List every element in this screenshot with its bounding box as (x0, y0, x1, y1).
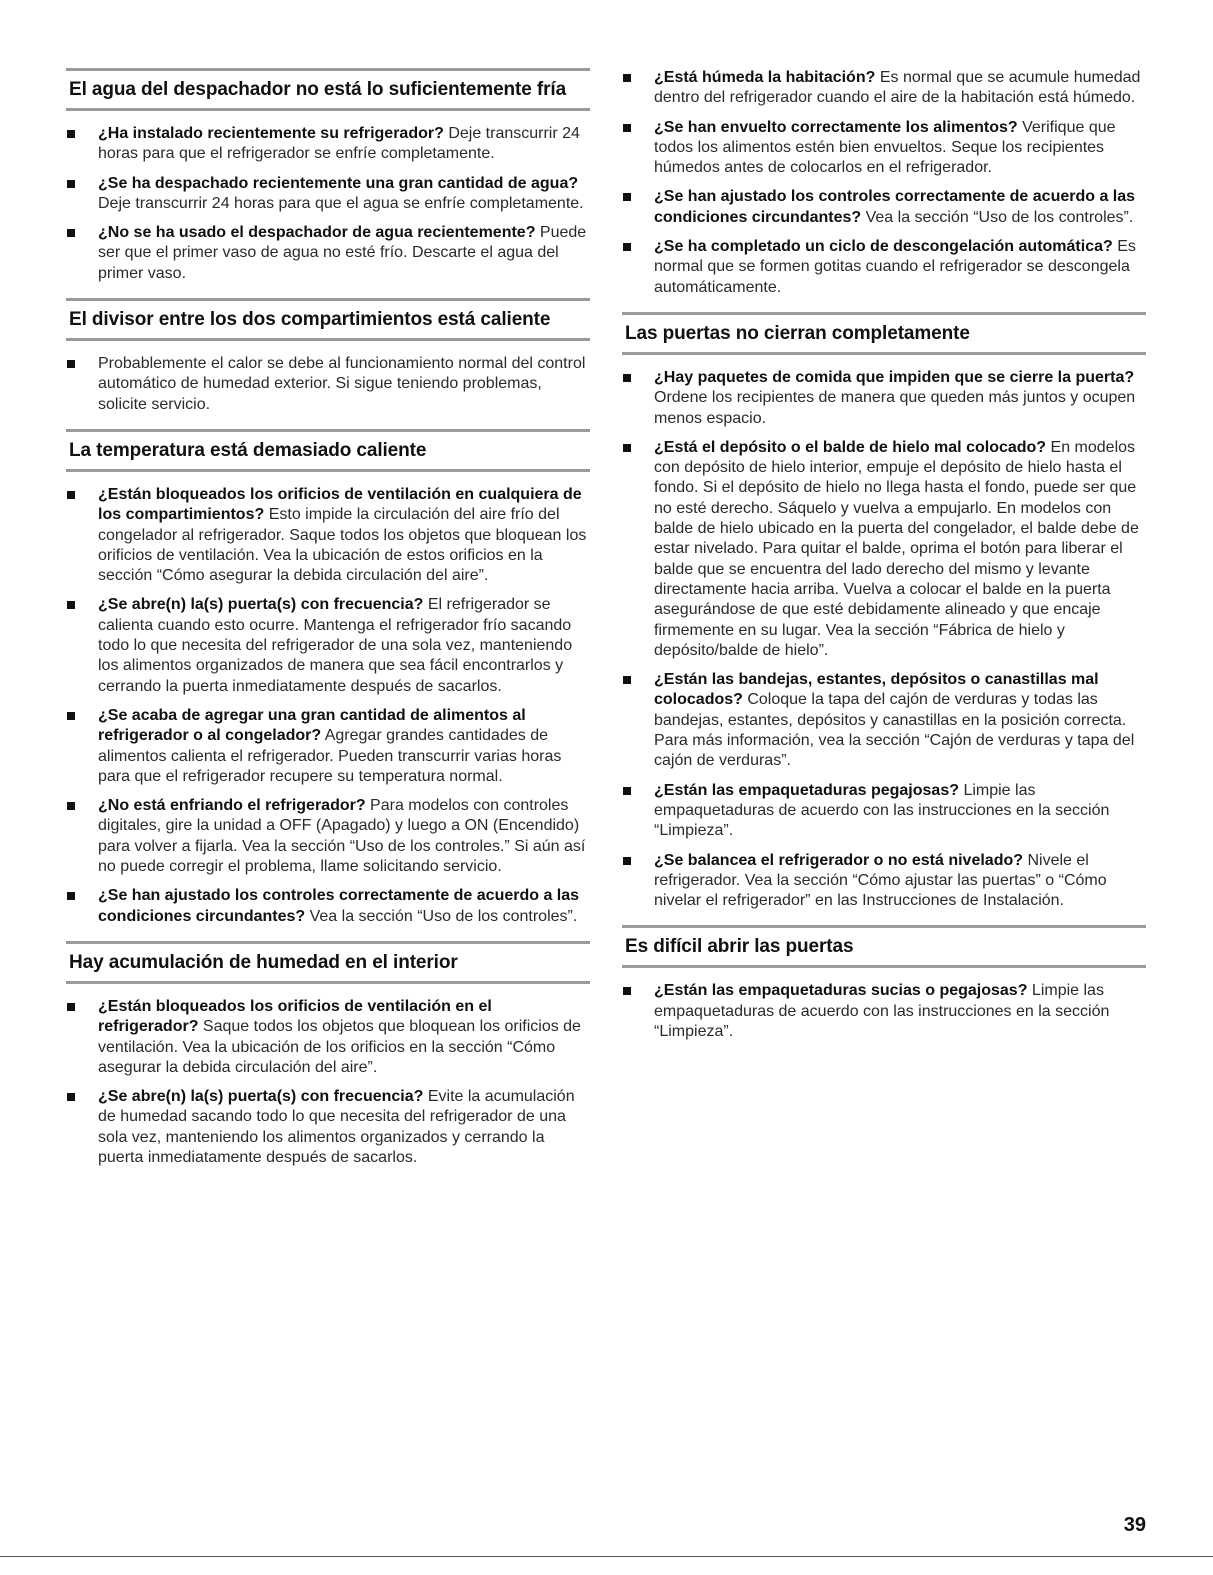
list-item (66, 124, 590, 165)
square-bullet-icon (623, 676, 631, 684)
section-title: El agua del despachador no está lo suficientemente fría (69, 79, 567, 100)
square-bullet-icon (67, 802, 75, 810)
item-answer: Probablemente el calor se debe al funcionamiento normal del control automático de humedad exterior. Si sigue teniendo problemas, solicite servicio. (98, 355, 586, 413)
page-number: 39 (1123, 1514, 1146, 1536)
troubleshooting-section (622, 312, 1146, 911)
square-bullet-icon (67, 1093, 75, 1101)
item-answer: Ordene los recipientes de manera que queden más juntos y ocupen menos espacio. (654, 389, 1136, 427)
list-item (622, 187, 1146, 228)
square-bullet-icon (67, 130, 75, 138)
list-item (622, 68, 1146, 109)
item-question: ¿Se han ajustado los controles correctamente de acuerdo a las condiciones circundantes? (98, 887, 580, 925)
item-list (622, 68, 1146, 298)
square-bullet-icon (67, 1003, 75, 1011)
item-answer: Es normal que se formen gotitas cuando el refrigerador se descongela automáticamente. (654, 238, 1136, 296)
section-heading (66, 429, 590, 472)
square-bullet-icon (623, 243, 631, 251)
item-question: ¿Están las bandejas, estantes, depósitos o canastillas mal colocados? (654, 671, 1099, 709)
item-answer: Vea la sección “Uso de los controles”. (861, 208, 1134, 226)
item-answer: Puede ser que el primer vaso de agua no esté frío. Descarte el agua del primer vaso. (98, 224, 587, 282)
troubleshooting-section (66, 68, 590, 284)
item-answer: Deje transcurrir 24 horas para que el refrigerador se enfríe completamente. (98, 125, 580, 163)
square-bullet-icon (67, 360, 75, 368)
square-bullet-icon (67, 180, 75, 188)
square-bullet-icon (623, 787, 631, 795)
section-title: Las puertas no cierran completamente (625, 322, 970, 344)
list-item (66, 223, 590, 284)
troubleshooting-section (622, 925, 1146, 1042)
troubleshooting-section (66, 298, 590, 415)
item-answer: Limpie las empaquetaduras de acuerdo con las instrucciones en la sección “Limpieza”. (654, 781, 1110, 840)
item-question: ¿Se abre(n) la(s) puerta(s) con frecuencia? (98, 596, 424, 614)
item-question: ¿Están las empaquetaduras sucias o pegajosas? (654, 982, 1028, 1000)
troubleshooting-section (66, 429, 590, 927)
square-bullet-icon (623, 374, 631, 382)
list-item (66, 1087, 590, 1168)
item-answer: El refrigerador se calienta cuando esto ocurre. Mantenga el refrigerador frío sacando todo lo que necesita del refrigerador de una sola vez, manteniendo los alimentos organizados de manera que sea fácil encontrarlos y cerrando la puerta inmediatamente después de sacarlos. (98, 596, 573, 695)
square-bullet-icon (623, 124, 631, 132)
list-item (66, 354, 590, 415)
item-answer: Nivele el refrigerador. Vea la sección “Cómo ajustar las puertas” o “Cómo nivelar el refrigerador” en las Instrucciones de Instalación. (654, 851, 1107, 910)
list-item (66, 706, 590, 787)
item-question: ¿No se ha usado el despachador de agua recientemente? (98, 224, 536, 242)
square-bullet-icon (623, 193, 631, 201)
troubleshooting-section (622, 68, 1146, 298)
item-question: ¿Se balancea el refrigerador o no está nivelado? (654, 851, 1024, 869)
list-item (66, 174, 590, 215)
bottom-rule (0, 1556, 1213, 1557)
item-list (622, 981, 1146, 1042)
item-question: ¿Se abre(n) la(s) puerta(s) con frecuencia? (98, 1088, 424, 1106)
left-column (66, 68, 590, 1182)
square-bullet-icon (623, 444, 631, 452)
item-list (622, 368, 1146, 911)
list-item (66, 886, 590, 927)
square-bullet-icon (67, 712, 75, 720)
list-item (622, 981, 1146, 1042)
item-answer: Vea la sección “Uso de los controles”. (305, 907, 578, 925)
item-list (66, 354, 590, 415)
square-bullet-icon (623, 74, 631, 82)
item-question: ¿Se acaba de agregar una gran cantidad de alimentos al refrigerador o al congelador? (98, 706, 526, 745)
list-item (622, 670, 1146, 771)
item-answer: Saque todos los objetos que bloquean los orificios de ventilación. Vea la ubicación de los orificios en la sección “Cómo asegurar la debida circulación del aire”. (98, 1018, 581, 1076)
item-answer: Para modelos con controles digitales, gire la unidad a OFF (Apagado) y luego a ON (Encendido) para volver a fijarla. Vea la sección “Uso de los controles.” Si aún así no puede corregir el problema, llame solicitando servicio. (98, 797, 586, 876)
item-question: ¿Están bloqueados los orificios de ventilación en el refrigerador? (98, 997, 492, 1036)
square-bullet-icon (67, 601, 75, 609)
list-item (622, 781, 1146, 842)
list-item (622, 368, 1146, 429)
item-answer: Evite la acumulación de humedad sacando todo lo que necesita del refrigerador de una sola vez, manteniendo los alimentos organizados y cerrando la puerta inmediatamente después de sacarlos. (98, 1088, 575, 1166)
section-heading (66, 941, 590, 984)
item-question: ¿Se ha completado un ciclo de descongelación automática? (654, 238, 1113, 256)
item-answer: En modelos con depósito de hielo interior, empuje el depósito de hielo hasta el fondo. Si el depósito de hielo no llega hasta el fondo, puede ser que no esté derecho. Sáquelo y vuelva a empujarlo. En modelos con balde de hielo ubicado en la puerta del congelador, el balde debe de estar nivelado. Para quitar el balde, oprima el botón para liberar el balde que se encuentra del lado derecho del mismo y levante directamente hacia arriba. Vuelva a colocar el balde en la puerta asegurándose de que esté debidamente alineado y que encaje firmemente en su lugar. Vea la sección “Fábrica de hielo y depósito/balde de hielo”. (654, 438, 1139, 659)
item-question: ¿Se han ajustado los controles correctamente de acuerdo a las condiciones circundantes? (654, 188, 1136, 226)
troubleshooting-section (66, 941, 590, 1168)
item-question: ¿Están las empaquetaduras pegajosas? (654, 781, 959, 799)
item-answer: Limpie las empaquetaduras de acuerdo con las instrucciones en la sección “Limpieza”. (654, 982, 1110, 1040)
item-question: ¿Se han envuelto correctamente los alimentos? (654, 118, 1018, 136)
section-title: Hay acumulación de humedad en el interior (69, 951, 458, 973)
item-list (66, 124, 590, 284)
section-heading (66, 298, 590, 341)
list-item (622, 118, 1146, 179)
square-bullet-icon (67, 229, 75, 237)
section-heading (622, 925, 1146, 968)
section-title: La temperatura está demasiado caliente (69, 439, 427, 461)
item-question: ¿Están bloqueados los orificios de ventilación en cualquiera de los compartimientos? (98, 485, 582, 524)
item-list (66, 997, 590, 1168)
section-title: El divisor entre los dos compartimientos está caliente (69, 309, 551, 331)
item-question: ¿No está enfriando el refrigerador? (98, 797, 366, 815)
section-title: Es difícil abrir las puertas (625, 936, 854, 958)
square-bullet-icon (623, 987, 631, 995)
list-item (66, 997, 590, 1078)
item-answer: Deje transcurrir 24 horas para que el agua se enfríe completamente. (98, 194, 584, 212)
item-answer: Coloque la tapa del cajón de verduras y todas las bandejas, estantes, depósitos y canastillas en la posición correcta. Para más información, vea la sección “Cajón de verduras y tapa del cajón de verduras”. (654, 691, 1135, 770)
item-list (66, 485, 590, 927)
square-bullet-icon (67, 491, 75, 499)
right-column (622, 68, 1146, 1056)
square-bullet-icon (67, 892, 75, 900)
item-answer: Es normal que se acumule humedad dentro del refrigerador cuando el aire de la habitación está húmedo. (654, 69, 1141, 107)
item-question: ¿Hay paquetes de comida que impiden que se cierre la puerta? (654, 368, 1135, 386)
item-question: ¿Ha instalado recientemente su refrigerador? (98, 125, 444, 142)
list-item (622, 438, 1146, 661)
item-question: ¿Se ha despachado recientemente una gran cantidad de agua? (98, 174, 579, 192)
item-answer: Esto impide la circulación del aire frío del congelador al refrigerador. Saque todos los objetos que bloquean los orificios de ventilación. Vea la ubicación de estos orificios en la sección “Cómo asegurar la debida circulación del aire”. (98, 506, 587, 585)
square-bullet-icon (623, 857, 631, 865)
section-heading (66, 68, 590, 111)
list-item (622, 851, 1146, 912)
list-item (66, 485, 590, 586)
list-item (66, 796, 590, 877)
section-heading (622, 312, 1146, 355)
item-question: ¿Está el depósito o el balde de hielo mal colocado? (654, 438, 1047, 456)
list-item (66, 595, 590, 696)
list-item (622, 237, 1146, 298)
item-answer: Agregar grandes cantidades de alimentos calienta el refrigerador. Pueden transcurrir varias horas para que el refrigerador recupere su temperatura normal. (98, 727, 562, 785)
item-answer: Verifique que todos los alimentos estén bien envueltos. Seque los recipientes húmedos antes de colocarlos en el refrigerador. (654, 118, 1116, 177)
item-question: ¿Está húmeda la habitación? (654, 69, 876, 86)
